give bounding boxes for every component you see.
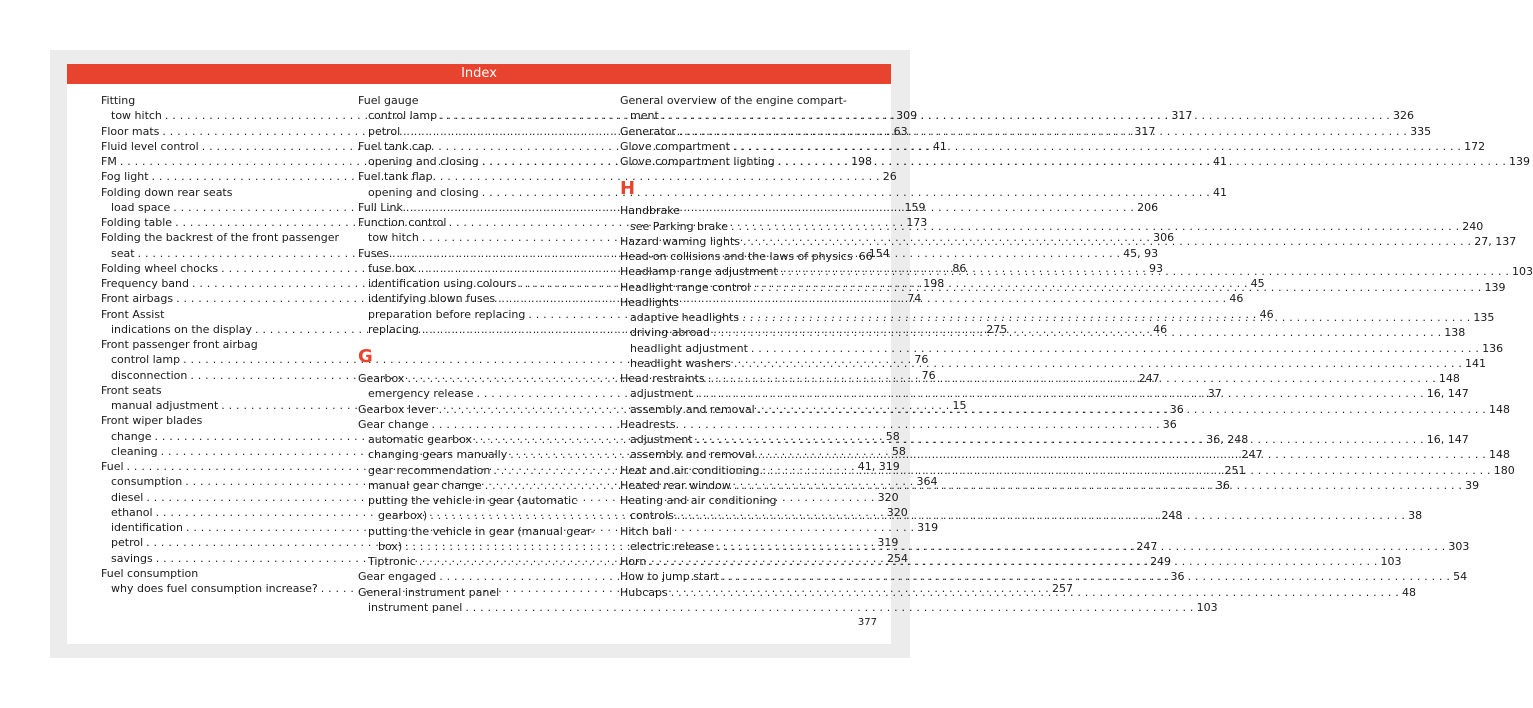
entry-term: identification using colours (368, 277, 517, 290)
entry-page-ref: 16, 147 (1426, 433, 1469, 446)
entry-page-ref: 320 (877, 490, 899, 504)
entry-page-ref: 93 (1148, 261, 1163, 275)
entry-term: Folding wheel chocks (101, 261, 219, 275)
entry-term: emergency release (368, 387, 474, 401)
entry-term: controls (630, 509, 674, 523)
entry-page-ref: 103 (1512, 265, 1533, 279)
entry-page-ref: 141 (1465, 356, 1487, 370)
entry-term: Glove compartment lighting (620, 155, 775, 168)
entry-page-ref: 41 (932, 139, 947, 153)
entry-page-ref: 247 (1136, 539, 1158, 553)
entry-page-ref: 180 (1493, 463, 1515, 477)
entry-page-ref: 148 (1438, 372, 1460, 385)
dot-leader (696, 386, 1424, 401)
entry-term: Fog light (101, 170, 149, 184)
dot-leader (781, 264, 1509, 279)
entry-term: replacing (368, 322, 419, 336)
entry-page-ref: 39 (1465, 478, 1480, 492)
entry-page-ref: 41 (1212, 155, 1227, 168)
entry-page-ref: 198 (851, 155, 873, 168)
entry-term: disconnection (111, 368, 188, 382)
entry-term: Gear engaged (358, 570, 437, 584)
entry-page-ref: 320 (886, 505, 908, 519)
entry-term: Gearbox (358, 372, 405, 385)
entry-term: driving abroad (630, 326, 711, 340)
entry-term: Horn (620, 555, 647, 568)
entry-page-ref: 247 (1138, 372, 1160, 385)
entry-term: Fluid level control (101, 139, 199, 153)
entry-page-ref: 36 (1170, 570, 1185, 584)
entry-term: automatic gearbox (368, 433, 473, 446)
entry-term: Frequency band (101, 277, 189, 290)
entry-page-ref: 254 (886, 551, 908, 565)
entry-page-ref: 249 (1150, 555, 1172, 568)
index-page (67, 64, 1533, 644)
dot-leader (696, 432, 1424, 447)
entry-page-ref: 66 (858, 250, 873, 263)
entry-term: adaptive headlights (630, 311, 740, 324)
entry-term: identifying blown fuses (368, 292, 496, 306)
entry-term: Hazard warning lights (620, 234, 740, 248)
index-header (67, 64, 891, 84)
entry-term: headlight adjustment (630, 341, 748, 355)
entry-page-ref: 54 (1453, 570, 1468, 584)
entry-page-ref: 27, 137 (1474, 234, 1517, 248)
index-heading: Hitch ball (620, 524, 672, 538)
entry-page-ref: 198 (923, 277, 945, 290)
entry-page-ref: 46 (1229, 292, 1244, 306)
entry-term: Glove compartment (620, 139, 730, 153)
entry-term: control lamp (111, 353, 181, 367)
dot-leader (753, 280, 1481, 295)
entry-term: Hubcaps (620, 585, 668, 599)
entry-term: petrol (111, 536, 144, 550)
entry-page-ref: 103 (1196, 600, 1218, 614)
entry-page-ref: 74 (907, 292, 922, 306)
index-title: Index (461, 66, 497, 81)
entry-page-ref: 16, 147 (1426, 387, 1469, 401)
entry-page-ref: 206 (1137, 200, 1159, 214)
index-heading: Function control (358, 216, 447, 229)
index-heading: Headlights (620, 295, 679, 309)
index-entry (620, 341, 1504, 356)
entry-page-ref: 63 (893, 124, 908, 138)
entry-page-ref: 45 (1250, 277, 1265, 290)
entry-term: Head restraints (620, 372, 705, 385)
entry-page-ref: 335 (1410, 124, 1432, 138)
entry-term: see Parking brake (630, 219, 729, 233)
entry-page-ref: 58 (885, 429, 900, 443)
entry-term: Gearbox lever (358, 402, 436, 416)
entry-page-ref: 86 (952, 261, 967, 275)
entry-term: Headlamp range adjustment (620, 265, 778, 279)
entry-term: manual gear change (368, 478, 482, 492)
entry-page-ref: 247 (1241, 448, 1263, 462)
dot-leader (679, 124, 1407, 139)
dot-leader (743, 234, 1471, 249)
index-heading: General instrument panel (358, 585, 500, 599)
entry-page-ref: 36 (1215, 478, 1230, 492)
dot-leader (734, 356, 1462, 371)
dot-leader (649, 554, 1377, 569)
entry-page-ref: 148 (1488, 402, 1510, 416)
entry-page-ref: 36, 248 (1206, 433, 1249, 446)
entry-term: Full Link (358, 200, 403, 214)
index-heading: Front seats (101, 383, 162, 397)
entry-term: diesel (111, 490, 144, 504)
entry-page-ref: 41, 319 (857, 460, 900, 473)
dot-leader (758, 447, 1486, 462)
entry-term: tow hitch (368, 231, 419, 245)
entry-term: Front airbags (101, 292, 174, 306)
index-heading: Headrests (620, 417, 676, 431)
index-heading: putting the vehicle in gear (automatic (368, 494, 578, 507)
entry-page-ref: 154 (868, 246, 890, 260)
entry-term: How to jump start (620, 570, 719, 584)
dot-leader (677, 508, 1405, 523)
entry-term: gearbox) (378, 509, 428, 523)
index-entry (358, 600, 1218, 615)
entry-term: gear recommendation (368, 463, 491, 477)
entry-term: box) (378, 539, 403, 553)
entry-page-ref: 36 (1162, 417, 1177, 431)
entry-page-ref: 26 (882, 170, 897, 184)
index-entry (358, 185, 1227, 200)
entry-term: Fuel (101, 460, 124, 473)
index-heading: Front Assist (101, 307, 165, 321)
entry-page-ref: 135 (1473, 311, 1495, 324)
entry-page-ref: 48 (1401, 585, 1416, 599)
entry-page-ref: 103 (1380, 555, 1402, 568)
entry-term: Fuses (358, 246, 389, 260)
entry-page-ref: 275 (986, 322, 1008, 336)
entry-term: identification (111, 521, 183, 534)
entry-term: FM (101, 155, 117, 168)
entry-term: why does fuel consumption increase? (111, 582, 318, 595)
dot-leader (713, 325, 1441, 340)
dot-leader (742, 310, 1470, 325)
entry-term: consumption (111, 475, 183, 489)
entry-page-ref: 319 (877, 536, 899, 550)
index-heading: Front passenger front airbag (101, 338, 258, 351)
index-heading: Fuel gauge (358, 94, 419, 107)
entry-page-ref: 76 (921, 368, 936, 382)
entry-page-ref: 159 (904, 200, 926, 214)
entry-term: ment (630, 109, 659, 123)
entry-page-ref: 37 (1207, 387, 1222, 401)
page-number: 377 (857, 617, 877, 628)
page-frame (50, 50, 1533, 658)
entry-term: Generator (620, 124, 676, 138)
index-heading: putting the vehicle in gear (manual gear- (368, 524, 595, 538)
entry-page-ref: 46 (1259, 307, 1274, 321)
entry-page-ref: 58 (891, 444, 906, 458)
entry-term: ethanol (111, 505, 153, 519)
dot-leader (465, 600, 1193, 615)
index-heading: Handbrake (620, 204, 680, 218)
section-letter: H (620, 178, 636, 200)
entry-term: adjustment (630, 387, 693, 401)
dot-leader (708, 371, 1436, 386)
entry-page-ref: 173 (906, 216, 928, 229)
entry-page-ref: 15 (952, 399, 967, 412)
index-heading: Front wiper blades (101, 414, 203, 428)
entry-page-ref: 136 (1482, 341, 1504, 355)
index-heading: Fuel tank cap (358, 139, 432, 153)
entry-page-ref: 248 (1161, 509, 1183, 523)
entry-term: headlight washers (630, 356, 731, 370)
entry-page-ref: 319 (917, 521, 939, 534)
entry-page-ref: 317 (1171, 109, 1193, 123)
entry-page-ref: 317 (1134, 124, 1156, 138)
entry-term: Heat and air conditioning (620, 463, 760, 477)
entry-term: Gear change (358, 417, 429, 431)
entry-term: fuse box (368, 261, 415, 275)
entry-term: Head-on collisions and the laws of physics (620, 250, 853, 263)
dot-leader (751, 341, 1479, 356)
section-letter: G (358, 346, 373, 367)
entry-term: petrol (368, 124, 401, 138)
entry-page-ref: 36 (1169, 402, 1184, 416)
entry-page-ref: 240 (1462, 219, 1484, 233)
entry-page-ref: 364 (916, 475, 938, 489)
entry-page-ref: 138 (1444, 326, 1466, 340)
entry-term: adjustment (630, 433, 693, 446)
dot-leader (734, 478, 1462, 493)
entry-term: cleaning (111, 444, 158, 458)
entry-page-ref: 139 (1509, 155, 1531, 168)
dot-leader (762, 463, 1490, 478)
entry-term: control lamp (368, 109, 438, 123)
entry-term: Tiptronic (368, 555, 416, 568)
entry-term: electric release (630, 539, 715, 553)
entry-term: manual adjustment (111, 399, 219, 412)
index-heading: Folding down rear seats (101, 185, 233, 199)
index-heading: Fitting (101, 94, 136, 107)
entry-term: changing gears manually (368, 448, 508, 462)
entry-page-ref: 41 (1212, 185, 1227, 199)
entry-term: instrument panel (368, 600, 463, 614)
entry-page-ref: 306 (1153, 231, 1175, 245)
dot-leader (778, 154, 1506, 169)
entry-page-ref: 326 (1393, 109, 1415, 123)
entry-term: indications on the display (111, 322, 252, 336)
entry-page-ref: 172 (1464, 139, 1486, 153)
index-heading: Fuel consumption (101, 566, 199, 580)
entry-term: savings (111, 551, 153, 565)
dot-leader (722, 569, 1450, 584)
index-heading: General overview of the engine compart- (620, 94, 847, 107)
entry-page-ref: 45, 93 (1123, 246, 1159, 260)
entry-term: assembly and removal (630, 402, 755, 416)
entry-page-ref: 139 (1484, 280, 1506, 294)
entry-page-ref: 148 (1488, 448, 1510, 462)
entry-term: tow hitch (111, 109, 162, 123)
index-heading: Heating and air conditioning (620, 494, 777, 507)
entry-page-ref: 251 (1224, 463, 1246, 477)
entry-page-ref: 46 (1153, 322, 1168, 336)
entry-term: assembly and removal (630, 448, 755, 462)
entry-term: opening and closing (368, 155, 479, 168)
entry-term: Floor mats (101, 124, 160, 138)
dot-leader (662, 108, 1390, 123)
entry-page-ref: 309 (896, 109, 918, 123)
entry-page-ref: 303 (1448, 539, 1470, 553)
index-heading: Folding the backrest of the front passenger (101, 231, 339, 245)
entry-term: preparation before replacing (368, 307, 526, 321)
entry-term: opening and closing (368, 185, 479, 199)
entry-page-ref: 76 (914, 353, 929, 367)
index-entry (620, 249, 873, 264)
entry-term: load space (111, 200, 171, 214)
entry-term: Heated rear window (620, 478, 731, 492)
entry-term: seat (111, 246, 135, 260)
dot-leader (671, 585, 1399, 600)
entry-term: Folding table (101, 216, 173, 229)
dot-leader (717, 539, 1445, 554)
dot-leader (733, 139, 1461, 154)
entry-page-ref: 257 (1052, 582, 1073, 595)
entry-term: change (111, 429, 152, 443)
entry-page-ref: 38 (1408, 509, 1423, 523)
entry-term: Headlight range control (620, 280, 751, 294)
dot-leader (731, 219, 1459, 234)
index-heading: Fuel tank flap (358, 170, 433, 184)
dot-leader (758, 402, 1486, 417)
